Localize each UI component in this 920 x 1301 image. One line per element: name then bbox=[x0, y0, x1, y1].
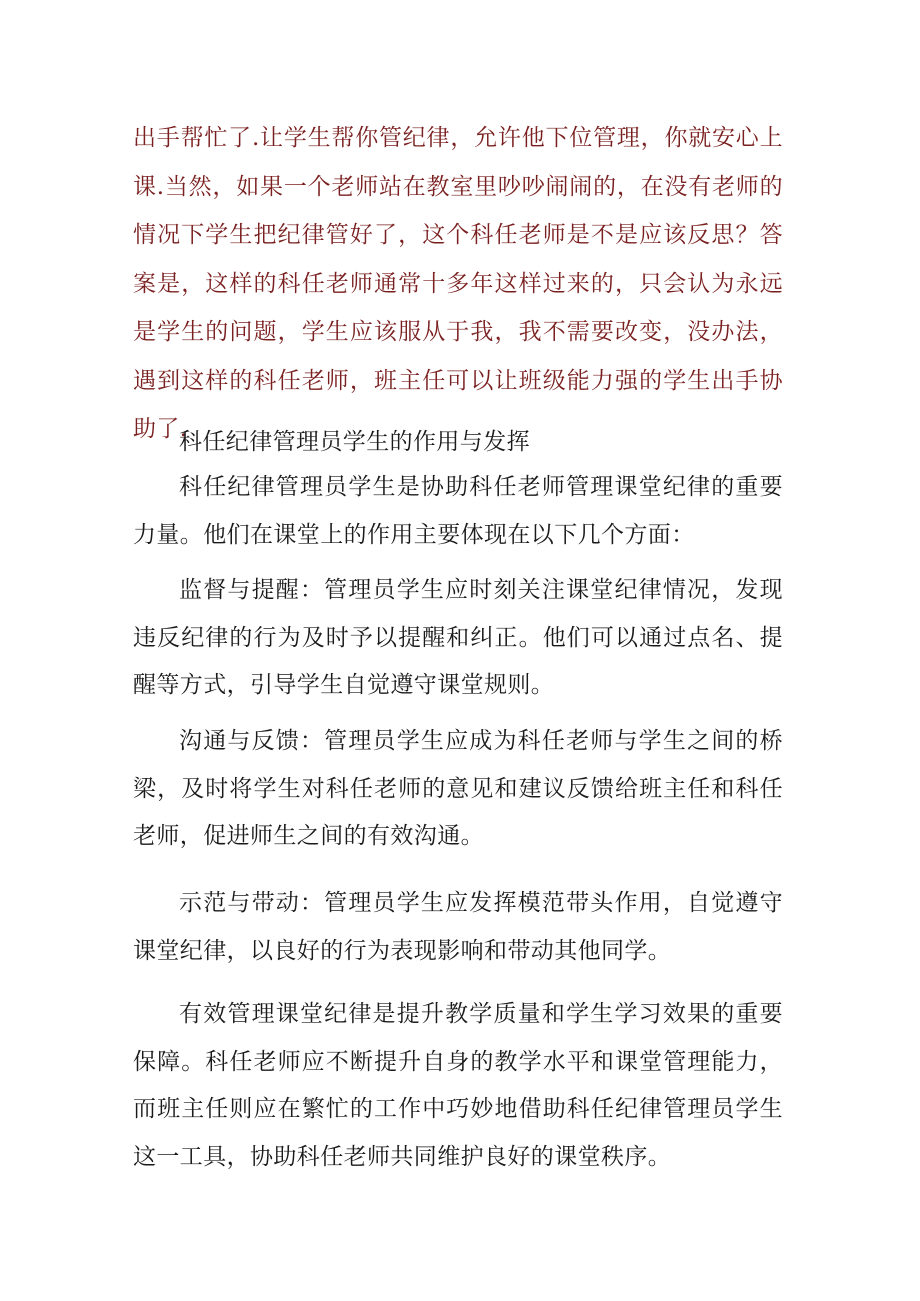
section-heading: 科任纪律管理员学生的作用与发挥 bbox=[179, 429, 530, 455]
conclusion-paragraph: 有效管理课堂纪律是提升教学质量和学生学习效果的重要保障。科任老师应不断提升自身的教学水平和课堂管理能力，而班主任则应在繁忙的工作中巧妙地借助科任纪律管理员学生这一工具，协助科任老师共同维护良好的课堂秩序。 bbox=[133, 1001, 783, 1170]
red-highlight-paragraph: 出手帮忙了.让学生帮你管纪律，允许他下位管理，你就安心上课.当然，如果一个老师站在教室里吵吵闹闹的，在没有老师的情况下学生把纪律管好了，这个科任老师是不是应该反思？答案是，这样的科任老师通常十多年这样过来的，只会认为永远是学生的问题，学生应该服从于我，我不需要改变，没办法，遇到这样的科任老师，班主任可以让班级能力强的学生出手协助了. bbox=[133, 125, 783, 442]
point-supervision-paragraph: 监督与提醒：管理员学生应时刻关注课堂纪律情况，发现违反纪律的行为及时予以提醒和纠正。他们可以通过点名、提醒等方式，引导学生自觉遵守课堂规则。 bbox=[133, 577, 783, 698]
intro-paragraph: 科任纪律管理员学生是协助科任老师管理课堂纪律的重要力量。他们在课堂上的作用主要体现在以下几个方面： bbox=[133, 474, 783, 548]
point-communication-paragraph: 沟通与反馈：管理员学生应成为科任老师与学生之间的桥梁，及时将学生对科任老师的意见和建议反馈给班主任和科任老师，促进师生之间的有效沟通。 bbox=[133, 728, 783, 849]
point-example-paragraph: 示范与带动：管理员学生应发挥模范带头作用，自觉遵守课堂纪律，以良好的行为表现影响和带动其他同学。 bbox=[133, 890, 783, 964]
